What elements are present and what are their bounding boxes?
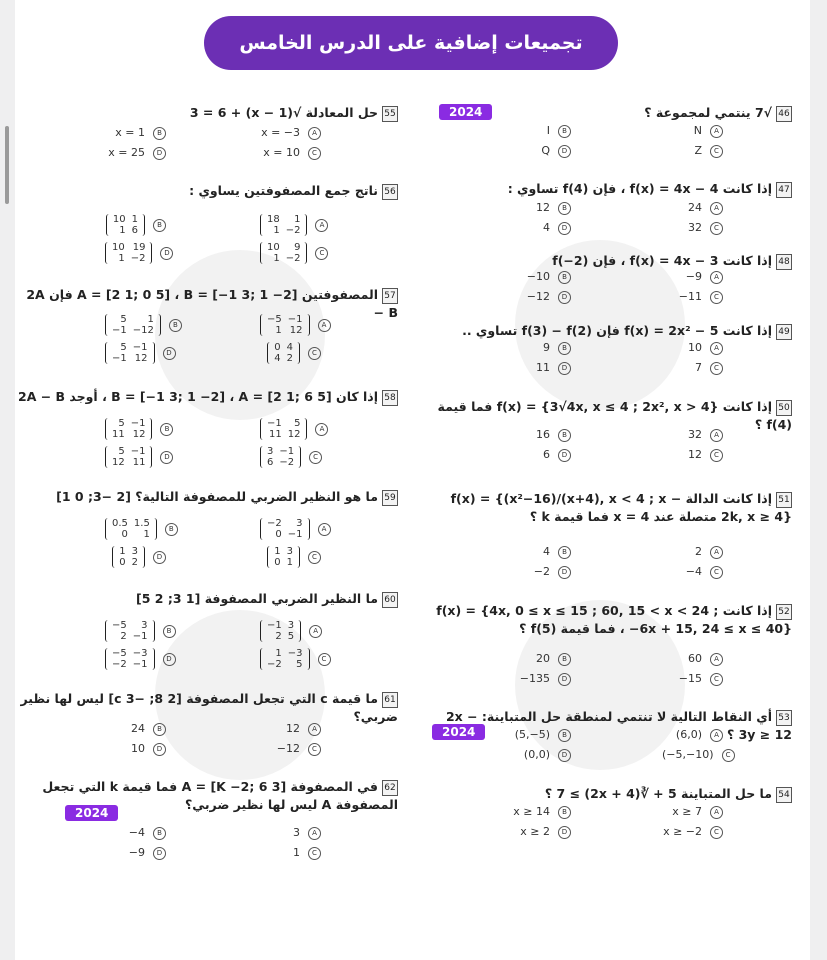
option-a[interactable]: [662, 652, 723, 666]
option-text: 20: [536, 652, 550, 665]
option-c[interactable]: [662, 448, 723, 462]
option-text: 1: [293, 846, 300, 859]
option-letter-badge: C: [710, 566, 723, 579]
option-b[interactable]: [105, 214, 166, 236]
option-d[interactable]: [105, 446, 173, 468]
question-number: 59: [382, 490, 398, 506]
option-text: 32: [688, 428, 702, 441]
option-text: 3 −1 6 −2: [260, 446, 301, 468]
option-text: x = 25: [108, 146, 145, 159]
option-letter-badge: B: [169, 319, 182, 332]
option-d[interactable]: [510, 825, 571, 839]
option-letter-badge: D: [160, 451, 173, 464]
option-d[interactable]: [510, 672, 571, 686]
option-letter-badge: B: [558, 125, 571, 138]
option-letter-badge: A: [309, 625, 322, 638]
option-text: (5,−5): [514, 728, 550, 741]
option-letter-badge: D: [163, 653, 176, 666]
option-text: 1 −3 −2 5: [260, 648, 310, 670]
option-text: −12: [276, 742, 300, 755]
question-number: 47: [776, 182, 792, 198]
option-c[interactable]: [260, 342, 321, 364]
option-letter-badge: C: [710, 291, 723, 304]
option-a[interactable]: [260, 418, 328, 440]
option-letter-badge: B: [558, 653, 571, 666]
option-text: (6,0): [675, 728, 702, 741]
option-text: x ≥ 14: [513, 805, 550, 818]
question-number: 60: [382, 592, 398, 608]
option-c[interactable]: [662, 221, 723, 235]
question-number: 52: [776, 604, 792, 620]
option-letter-badge: C: [710, 826, 723, 839]
question-number: 58: [382, 390, 398, 406]
question-number: 62: [382, 780, 398, 796]
question-number: 57: [382, 288, 398, 304]
page-title: تجميعات إضافية على الدرس الخامس: [204, 16, 618, 70]
option-b[interactable]: [510, 652, 571, 666]
option-text: −12: [526, 290, 550, 303]
option-c[interactable]: [260, 648, 331, 670]
question-number: 55: [382, 106, 398, 122]
option-d[interactable]: [105, 342, 176, 364]
option-text: x ≥ −2: [663, 825, 702, 838]
option-d[interactable]: [105, 546, 166, 568]
option-text: 16: [536, 428, 550, 441]
option-c[interactable]: [260, 242, 328, 264]
option-b[interactable]: [510, 341, 571, 355]
option-text: 12: [688, 448, 702, 461]
option-c[interactable]: [662, 748, 735, 762]
option-d[interactable]: [510, 448, 571, 462]
question-57: [18, 286, 398, 322]
option-b[interactable]: [510, 805, 571, 819]
question-text: إذا كانت f(x) = {4x, 0 ≤ x ≤ 15 ; 60, 15 < x < 24 ; −6x + 15, 24 ≤ x ≤ 40} ، فما قيمة f(5) ؟: [436, 603, 792, 636]
question-59: [18, 488, 398, 506]
option-text: −2 3 0 −1: [260, 518, 310, 540]
option-letter-badge: D: [153, 551, 166, 564]
option-letter-badge: B: [558, 271, 571, 284]
question-number: 53: [776, 710, 792, 726]
question-text: ما هو النظير الضربي للمصفوفة التالية؟ [2 −3; 0 1]: [56, 489, 378, 504]
option-text: 6: [543, 448, 550, 461]
option-letter-badge: B: [153, 827, 166, 840]
option-d[interactable]: [105, 146, 166, 160]
question-55: [18, 104, 398, 122]
option-c[interactable]: [260, 546, 321, 568]
option-text: −2: [533, 565, 550, 578]
option-text: −1 5 11 12: [260, 418, 307, 440]
question-51: [432, 490, 792, 526]
question-number: 51: [776, 492, 792, 508]
option-letter-badge: D: [160, 247, 173, 260]
option-text: x = 10: [263, 146, 300, 159]
option-letter-badge: B: [558, 429, 571, 442]
option-text: −15: [678, 672, 702, 685]
option-a[interactable]: [662, 545, 723, 559]
question-text: ما حل المتباينة 5 + ∛(2x + 4) ≥ 7 ؟: [544, 786, 772, 801]
option-text: −11: [678, 290, 702, 303]
question-number: 46: [776, 106, 792, 122]
question-62: [18, 778, 398, 814]
option-text: −135: [519, 672, 550, 685]
question-text: حل المعادلة √(x − 1) + 3 = 6: [189, 105, 378, 120]
option-text: 5 −1 12 11: [105, 446, 152, 468]
option-letter-badge: A: [315, 219, 328, 232]
option-letter-badge: B: [163, 625, 176, 638]
option-b[interactable]: [105, 126, 166, 140]
option-c[interactable]: [662, 144, 723, 158]
option-a[interactable]: [662, 341, 723, 355]
option-letter-badge: A: [710, 653, 723, 666]
question-52: [432, 602, 792, 638]
option-text: Q: [541, 144, 550, 157]
question-text: إذا كانت f(x) = 2x² − 5 فإن f(3) − f(2) تساوي ..: [462, 323, 772, 338]
option-letter-badge: D: [558, 362, 571, 375]
option-b[interactable]: [105, 620, 176, 642]
question-49: [432, 322, 792, 340]
option-c[interactable]: [260, 446, 322, 468]
option-letter-badge: D: [558, 291, 571, 304]
option-letter-badge: B: [558, 546, 571, 559]
option-d[interactable]: [510, 361, 571, 375]
option-a[interactable]: [662, 124, 723, 138]
option-letter-badge: D: [558, 826, 571, 839]
option-a[interactable]: [662, 805, 723, 819]
option-text: 5 −1 11 12: [105, 418, 152, 440]
option-text: 1 3 0 2: [105, 546, 145, 568]
option-letter-badge: A: [318, 523, 331, 536]
option-letter-badge: D: [163, 347, 176, 360]
option-letter-badge: D: [558, 566, 571, 579]
option-a[interactable]: [260, 214, 328, 236]
option-c[interactable]: [662, 290, 723, 304]
option-text: −4: [128, 826, 145, 839]
option-letter-badge: D: [558, 449, 571, 462]
option-text: 4: [543, 221, 550, 234]
question-61: [18, 690, 398, 726]
option-c[interactable]: [662, 565, 723, 579]
option-b[interactable]: [510, 428, 571, 442]
year-badge: 2024: [439, 104, 492, 120]
option-b[interactable]: [105, 418, 173, 440]
option-a[interactable]: [260, 518, 331, 540]
option-b[interactable]: [105, 518, 178, 540]
option-a[interactable]: [260, 722, 321, 736]
option-letter-badge: D: [558, 673, 571, 686]
option-text: 12: [286, 722, 300, 735]
option-text: 0 4 4 2: [260, 342, 300, 364]
question-text: إذا كان B = [−1 3; 1 −2] ، A = [2 1; 6 5] ، أوجد 2A − B: [18, 389, 378, 404]
option-c[interactable]: [662, 361, 723, 375]
option-text: 10: [131, 742, 145, 755]
option-letter-badge: A: [315, 423, 328, 436]
option-text: 24: [131, 722, 145, 735]
option-b[interactable]: [510, 270, 571, 284]
option-text: −5 3 2 −1: [105, 620, 155, 642]
option-text: −1 3 2 5: [260, 620, 301, 642]
option-c[interactable]: [662, 825, 723, 839]
option-text: I: [546, 124, 550, 137]
option-text: 0.5 1.5 0 1: [105, 518, 157, 540]
option-letter-badge: A: [710, 546, 723, 559]
option-letter-badge: A: [308, 827, 321, 840]
option-text: (0,0): [523, 748, 550, 761]
option-b[interactable]: [510, 728, 571, 742]
option-letter-badge: A: [710, 429, 723, 442]
option-a[interactable]: [260, 826, 321, 840]
option-text: 7: [695, 361, 702, 374]
question-text: √7 ينتمي لمجموعة ؟: [644, 105, 772, 120]
option-letter-badge: D: [153, 743, 166, 756]
option-letter-badge: A: [308, 723, 321, 736]
question-number: 56: [382, 184, 398, 200]
option-a[interactable]: [662, 201, 723, 215]
option-letter-badge: C: [308, 743, 321, 756]
option-text: Z: [694, 144, 702, 157]
option-d[interactable]: [510, 221, 571, 235]
question-text: المصفوفتين A = [2 1; 0 5] ، B = [−1 3; 1 −2] فإن 2A − B: [26, 287, 398, 320]
option-letter-badge: A: [710, 806, 723, 819]
option-letter-badge: A: [308, 127, 321, 140]
option-letter-badge: B: [153, 127, 166, 140]
option-letter-badge: D: [153, 847, 166, 860]
option-text: N: [693, 124, 702, 137]
option-text: x ≥ 2: [520, 825, 550, 838]
question-56: [18, 182, 398, 200]
option-text: −9: [685, 270, 702, 283]
option-b[interactable]: [105, 314, 182, 336]
option-text: x = −3: [261, 126, 300, 139]
question-58: [18, 388, 398, 406]
option-a[interactable]: [260, 126, 321, 140]
option-letter-badge: C: [309, 451, 322, 464]
option-text: 5 1 −1 −12: [105, 314, 161, 336]
option-letter-badge: C: [710, 145, 723, 158]
option-c[interactable]: [260, 146, 321, 160]
option-d[interactable]: [510, 748, 571, 762]
option-text: 12: [536, 201, 550, 214]
option-text: 5 −1 −1 12: [105, 342, 155, 364]
option-letter-badge: B: [153, 723, 166, 736]
option-c[interactable]: [662, 672, 723, 686]
option-letter-badge: D: [558, 749, 571, 762]
option-letter-badge: D: [558, 145, 571, 158]
option-d[interactable]: [105, 648, 176, 670]
option-text: 3: [293, 826, 300, 839]
option-letter-badge: B: [558, 729, 571, 742]
option-text: x = 1: [115, 126, 145, 139]
option-letter-badge: A: [710, 729, 723, 742]
question-text: ما قيمة c التي تجعل المصفوفة [2 8; −3 c] ليس لها نظير ضربي؟: [20, 691, 398, 724]
question-number: 54: [776, 787, 792, 803]
question-60: [18, 590, 398, 608]
option-text: 10 19 1 −2: [105, 242, 152, 264]
question-48: [432, 252, 792, 270]
option-letter-badge: B: [558, 342, 571, 355]
option-letter-badge: A: [710, 342, 723, 355]
option-text: 1 3 0 1: [260, 546, 300, 568]
option-letter-badge: B: [558, 202, 571, 215]
question-number: 49: [776, 324, 792, 340]
option-text: −9: [128, 846, 145, 859]
question-54: [432, 785, 792, 803]
question-text: إذا كانت f(x) = {3√4x, x ≤ 4 ; 2x², x > 4} فما قيمة f(4) ؟: [437, 399, 792, 432]
option-letter-badge: C: [308, 147, 321, 160]
option-text: x ≥ 7: [672, 805, 702, 818]
question-47: [432, 180, 792, 198]
worksheet-page: [15, 0, 810, 960]
option-text: 10: [688, 341, 702, 354]
option-letter-badge: B: [165, 523, 178, 536]
option-letter-badge: B: [558, 806, 571, 819]
option-d[interactable]: [510, 565, 571, 579]
option-d[interactable]: [105, 242, 173, 264]
option-text: 32: [688, 221, 702, 234]
option-text: −5 −1 1 12: [260, 314, 310, 336]
year-badge: 2024: [432, 724, 485, 740]
question-number: 48: [776, 254, 792, 270]
question-53: [432, 708, 792, 744]
option-d[interactable]: [510, 144, 571, 158]
question-text: إذا كانت الدالة f(x) = {(x²−16)/(x+4), x < 4 ; x − 2k, x ≥ 4} متصلة عند x = 4 فما قيمة k ؟: [450, 491, 792, 524]
option-text: 10 1 1 6: [105, 214, 145, 236]
option-letter-badge: B: [160, 423, 173, 436]
option-b[interactable]: [105, 826, 166, 840]
option-letter-badge: D: [558, 222, 571, 235]
option-c[interactable]: [260, 846, 321, 860]
question-text: ناتج جمع المصفوفتين يساوي :: [189, 183, 378, 198]
option-letter-badge: C: [710, 449, 723, 462]
option-a[interactable]: [662, 428, 723, 442]
option-letter-badge: A: [710, 125, 723, 138]
option-b[interactable]: [510, 545, 571, 559]
option-letter-badge: C: [315, 247, 328, 260]
option-c[interactable]: [260, 742, 321, 756]
option-d[interactable]: [105, 742, 166, 756]
option-letter-badge: C: [308, 347, 321, 360]
question-text: أي النقاط التالية لا تنتمي لمنطقة حل المتباينة: 2x − 3y ≥ 12 ؟: [445, 709, 792, 742]
option-a[interactable]: [260, 314, 331, 336]
option-text: 9: [543, 341, 550, 354]
year-badge: 2024: [65, 805, 118, 821]
option-text: 4: [543, 545, 550, 558]
question-number: 61: [382, 692, 398, 708]
question-text: ما النظير الضربي المصفوفة [1 3; 2 5]: [136, 591, 378, 606]
option-letter-badge: C: [308, 847, 321, 860]
option-letter-badge: C: [710, 222, 723, 235]
option-letter-badge: C: [318, 653, 331, 666]
option-letter-badge: C: [308, 551, 321, 564]
scrollbar[interactable]: [5, 126, 9, 204]
option-text: (−5,−10): [662, 748, 714, 761]
option-text: 2: [695, 545, 702, 558]
question-number: 50: [776, 400, 792, 416]
option-letter-badge: C: [710, 673, 723, 686]
option-text: 18 1 1 −2: [260, 214, 307, 236]
option-text: 24: [688, 201, 702, 214]
question-text: إذا كانت f(x) = 4x − 4 ، فإن f(4) تساوي :: [507, 181, 772, 196]
option-letter-badge: B: [153, 219, 166, 232]
option-b[interactable]: [105, 722, 166, 736]
option-letter-badge: A: [710, 271, 723, 284]
option-letter-badge: C: [722, 749, 735, 762]
option-letter-badge: A: [710, 202, 723, 215]
option-text: −5 −3 −2 −1: [105, 648, 155, 670]
option-b[interactable]: [510, 201, 571, 215]
question-text: إذا كانت f(x) = 4x − 3 ، فإن f(−2): [552, 253, 772, 268]
option-text: 60: [688, 652, 702, 665]
question-46: [432, 104, 792, 122]
option-b[interactable]: [510, 124, 571, 138]
option-text: −4: [685, 565, 702, 578]
option-letter-badge: A: [318, 319, 331, 332]
option-text: 10 9 1 −2: [260, 242, 307, 264]
option-a[interactable]: [662, 728, 723, 742]
option-d[interactable]: [510, 290, 571, 304]
question-text: في المصفوفة A = [K −2; 6 3] فما قيمة k التي تجعل المصفوفة A ليس لها نظير ضربي؟: [42, 779, 398, 812]
option-d[interactable]: [105, 846, 166, 860]
option-text: −10: [526, 270, 550, 283]
option-a[interactable]: [260, 620, 322, 642]
option-a[interactable]: [662, 270, 723, 284]
option-letter-badge: D: [153, 147, 166, 160]
question-50: [432, 398, 792, 434]
option-text: 11: [536, 361, 550, 374]
option-letter-badge: C: [710, 362, 723, 375]
